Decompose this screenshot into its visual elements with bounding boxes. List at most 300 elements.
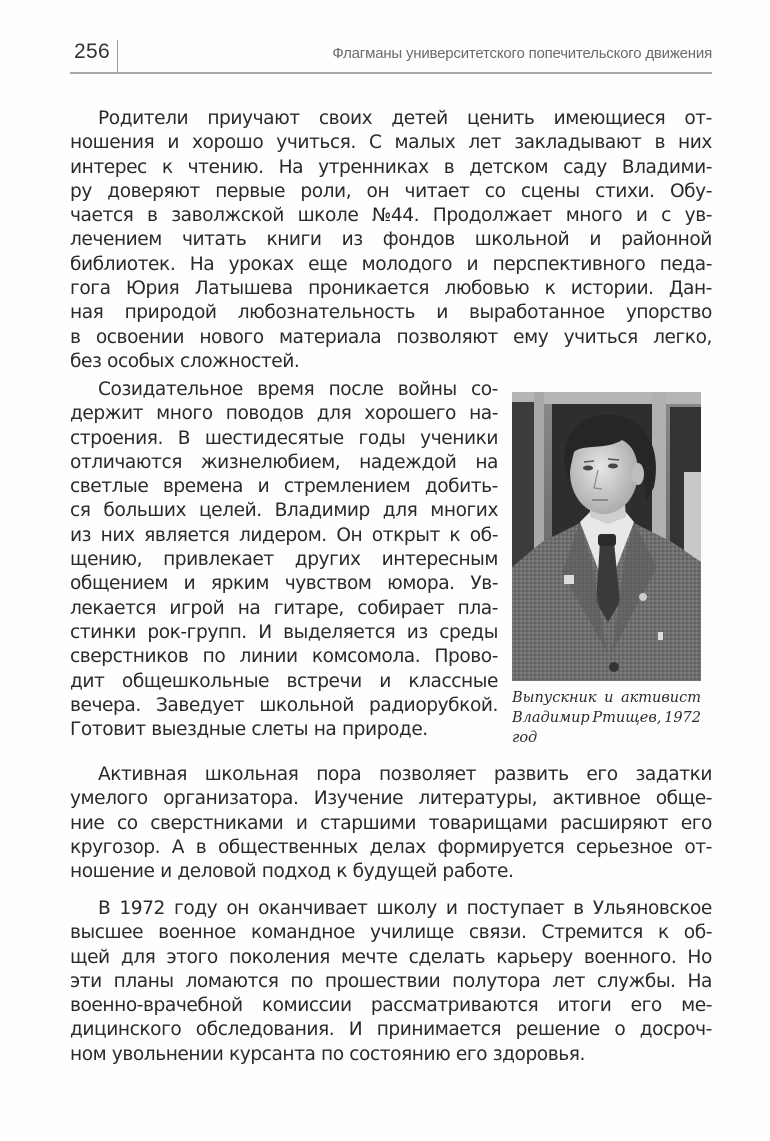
word: стремлением bbox=[283, 476, 411, 498]
word: читает bbox=[404, 180, 470, 202]
word: проникается bbox=[308, 278, 430, 300]
word: юмора. bbox=[387, 573, 455, 595]
word: На bbox=[278, 156, 304, 178]
word: чувством bbox=[284, 573, 372, 595]
word: имеющиеся bbox=[553, 108, 666, 129]
word: освоении bbox=[95, 326, 184, 348]
word: на bbox=[475, 451, 498, 473]
word: в bbox=[573, 898, 584, 919]
word: много bbox=[565, 205, 623, 227]
word: в bbox=[443, 156, 455, 178]
word: привлекает bbox=[163, 549, 274, 571]
word: природой bbox=[124, 302, 217, 324]
word: из bbox=[341, 229, 363, 251]
word: по bbox=[321, 1043, 344, 1065]
word: высшее bbox=[70, 922, 144, 944]
word: 1972 bbox=[119, 898, 165, 919]
word: Юрия bbox=[125, 278, 180, 300]
word: Ульяновское bbox=[592, 898, 712, 919]
word: активное bbox=[552, 788, 641, 810]
word: целей. bbox=[198, 500, 262, 522]
word: училище bbox=[369, 922, 454, 944]
word: умелого bbox=[70, 788, 148, 810]
word: 1972 bbox=[664, 710, 701, 726]
word: малых bbox=[394, 132, 456, 154]
word: без bbox=[70, 350, 102, 372]
word: На bbox=[687, 970, 712, 992]
word: роли, bbox=[300, 180, 352, 202]
word: добить- bbox=[424, 476, 498, 498]
text-line bbox=[70, 763, 712, 787]
word: лечением bbox=[70, 229, 162, 251]
text-line bbox=[70, 970, 712, 994]
word: карьеру bbox=[496, 946, 573, 968]
word: и bbox=[257, 476, 270, 498]
word: ув- bbox=[684, 205, 712, 227]
word: ся bbox=[70, 500, 91, 522]
text-line bbox=[70, 253, 712, 277]
running-title: Флагманы университетского попечительского движения bbox=[332, 45, 712, 62]
word: ломаются bbox=[185, 970, 279, 992]
word: службы. bbox=[596, 970, 676, 992]
text-line bbox=[70, 645, 498, 669]
word: библиотек. bbox=[70, 253, 176, 275]
word: в bbox=[147, 205, 158, 227]
word: лекается bbox=[70, 597, 157, 619]
word: году bbox=[174, 898, 218, 919]
word: для bbox=[316, 403, 352, 425]
header-rule bbox=[70, 72, 712, 74]
word: расширяют bbox=[560, 812, 669, 834]
word: эти bbox=[70, 970, 102, 992]
word: держит bbox=[70, 403, 144, 425]
word: них bbox=[678, 132, 712, 154]
text-line bbox=[70, 131, 712, 155]
word: первые bbox=[215, 180, 285, 202]
word: позволяют bbox=[396, 326, 498, 348]
word: материала bbox=[278, 326, 382, 348]
word: школьной bbox=[259, 694, 354, 716]
word: для bbox=[382, 500, 418, 522]
word: связи. bbox=[468, 922, 527, 944]
word: военно-врачебной bbox=[70, 995, 243, 1017]
word: о bbox=[614, 1019, 626, 1041]
word: общешкольные bbox=[121, 670, 270, 692]
word: А bbox=[171, 836, 185, 858]
word: войны bbox=[397, 379, 457, 400]
paragraph-4 bbox=[70, 897, 712, 1067]
word: педа- bbox=[659, 253, 712, 275]
word: ние bbox=[70, 812, 105, 834]
word: к bbox=[544, 278, 556, 300]
photo-caption bbox=[512, 688, 701, 748]
word: в bbox=[195, 836, 207, 858]
word: со- bbox=[470, 379, 498, 400]
word: чается bbox=[70, 205, 134, 227]
text-line bbox=[70, 107, 712, 131]
word: вечера. bbox=[70, 694, 141, 716]
word: со bbox=[484, 180, 506, 202]
word: задатки bbox=[635, 764, 712, 785]
word: Владимир bbox=[274, 500, 370, 522]
word: и bbox=[466, 253, 479, 275]
word: в bbox=[70, 326, 81, 348]
word: ему bbox=[513, 326, 549, 348]
word: планы bbox=[113, 970, 174, 992]
portrait-photo bbox=[512, 392, 701, 681]
word: решение bbox=[515, 1019, 600, 1041]
word: дицинского bbox=[70, 1019, 182, 1041]
word: ме- bbox=[681, 995, 712, 1017]
text-line bbox=[70, 860, 712, 884]
word: ном bbox=[70, 1043, 107, 1065]
word: досроч- bbox=[639, 1019, 712, 1041]
word: Ртищев, bbox=[592, 710, 662, 726]
word: от- bbox=[684, 836, 712, 858]
word: И bbox=[258, 621, 272, 643]
text-line bbox=[70, 670, 498, 694]
word: детском bbox=[469, 156, 549, 178]
word: делах bbox=[369, 836, 426, 858]
text-line bbox=[70, 1018, 712, 1042]
word: увольнении bbox=[111, 1043, 224, 1065]
word: школе bbox=[297, 205, 359, 227]
word: ная bbox=[70, 302, 104, 324]
word: деловой bbox=[177, 861, 257, 883]
word: пла- bbox=[457, 597, 498, 619]
text-line bbox=[70, 994, 712, 1018]
word: сложностей. bbox=[180, 350, 300, 372]
word: любовью bbox=[444, 278, 530, 300]
text-line bbox=[70, 427, 498, 451]
text-line bbox=[70, 180, 712, 204]
word: жизнелюбием, bbox=[200, 451, 341, 473]
word: Владими- bbox=[621, 156, 712, 178]
word: уроках bbox=[228, 253, 294, 275]
word: лет bbox=[552, 970, 586, 992]
word: любознательность bbox=[237, 302, 415, 324]
word: сверстниками bbox=[150, 812, 284, 834]
word: ценить bbox=[466, 108, 535, 129]
text-line bbox=[70, 524, 498, 548]
word: формируется bbox=[437, 836, 565, 858]
word: интерес bbox=[70, 156, 147, 178]
word: чтению. bbox=[187, 156, 264, 178]
text-line bbox=[70, 499, 498, 523]
word: курсанта bbox=[228, 1043, 316, 1065]
word: ру bbox=[70, 180, 92, 202]
word: ношения bbox=[70, 132, 155, 154]
word: сделать bbox=[408, 946, 486, 968]
word: Заведует bbox=[155, 694, 245, 716]
word: из bbox=[70, 524, 92, 546]
word: гога bbox=[70, 278, 111, 300]
text-line bbox=[70, 301, 712, 325]
word: лет bbox=[468, 132, 502, 154]
word: рассматриваются bbox=[370, 995, 539, 1017]
word: природе. bbox=[341, 719, 428, 741]
word: классные bbox=[408, 670, 498, 692]
word: истории. bbox=[570, 278, 654, 300]
word: учиться. bbox=[276, 132, 356, 154]
word: отличаются bbox=[70, 451, 182, 473]
text-line bbox=[70, 326, 712, 350]
word: после bbox=[328, 379, 384, 400]
word: С bbox=[368, 132, 382, 154]
word: от- bbox=[684, 108, 712, 129]
word: по bbox=[202, 646, 226, 668]
word: рок-групп. bbox=[147, 621, 247, 643]
word: годы bbox=[358, 427, 406, 449]
word: приучают bbox=[207, 108, 300, 129]
word: состоянию bbox=[349, 1043, 451, 1065]
word: и bbox=[604, 690, 614, 706]
word: он bbox=[366, 180, 390, 202]
word: на bbox=[237, 597, 261, 619]
word: комиссии bbox=[261, 995, 352, 1017]
text-line bbox=[70, 475, 498, 499]
word: мечте bbox=[340, 946, 398, 968]
word: щению, bbox=[70, 549, 143, 571]
word: обследования. bbox=[195, 1019, 335, 1041]
word: еще bbox=[308, 253, 348, 275]
text-line bbox=[70, 228, 712, 252]
word: молодого bbox=[361, 253, 453, 275]
word: линии bbox=[239, 646, 298, 668]
word: Созидательное bbox=[98, 379, 243, 400]
word: к bbox=[161, 156, 173, 178]
text-line bbox=[70, 204, 712, 228]
word: военное bbox=[158, 922, 236, 944]
word: радиорубкой. bbox=[368, 694, 498, 716]
word: выделяется bbox=[283, 621, 396, 643]
word: строения. bbox=[70, 427, 163, 449]
word: школьная bbox=[204, 764, 299, 785]
word: является bbox=[144, 524, 230, 546]
word: для bbox=[120, 946, 156, 968]
word: и bbox=[635, 205, 648, 227]
word: районной bbox=[621, 229, 712, 251]
text-line bbox=[70, 1043, 712, 1067]
word: щей bbox=[70, 946, 110, 968]
word: Дан- bbox=[668, 278, 712, 300]
word: в bbox=[654, 132, 665, 154]
word: Выпускник bbox=[512, 690, 597, 706]
word: детей bbox=[391, 108, 448, 129]
word: Родители bbox=[98, 108, 189, 129]
caption-line bbox=[512, 708, 701, 728]
word: стинки bbox=[70, 621, 136, 643]
word: прошествии bbox=[324, 970, 441, 992]
word: подход bbox=[261, 861, 331, 883]
text-line bbox=[70, 621, 498, 645]
word: школьной bbox=[474, 229, 570, 251]
word: обще- bbox=[655, 788, 712, 810]
word: стихи. bbox=[595, 180, 655, 202]
word: об- bbox=[469, 524, 498, 546]
word: старшими bbox=[320, 812, 416, 834]
word: Изучение bbox=[313, 788, 404, 810]
word: к bbox=[336, 861, 348, 883]
word: военного. bbox=[583, 946, 677, 968]
word: товарищами bbox=[428, 812, 548, 834]
word: фондов bbox=[382, 229, 455, 251]
text-line bbox=[70, 812, 712, 836]
word: хорошо bbox=[192, 132, 264, 154]
word: год bbox=[512, 730, 538, 746]
word: полутора bbox=[452, 970, 541, 992]
text-line bbox=[70, 572, 498, 596]
word: будущей bbox=[352, 861, 437, 883]
word: ношение bbox=[70, 861, 155, 883]
word: Латышева bbox=[194, 278, 293, 300]
page-number: 256 bbox=[74, 40, 110, 63]
word: поступает bbox=[466, 898, 564, 919]
header-divider bbox=[117, 40, 118, 72]
word: школу bbox=[376, 898, 437, 919]
word: и bbox=[379, 670, 391, 692]
word: времена bbox=[162, 476, 243, 498]
text-line bbox=[70, 378, 498, 402]
word: легко, bbox=[653, 326, 712, 348]
word: выездные bbox=[151, 719, 246, 741]
word: среды bbox=[439, 621, 498, 643]
word: общественных bbox=[217, 836, 358, 858]
word: по bbox=[290, 970, 313, 992]
word: и bbox=[167, 132, 179, 154]
word: Обу- bbox=[669, 180, 712, 202]
word: со bbox=[116, 812, 138, 834]
text-line bbox=[70, 836, 712, 860]
word: и bbox=[160, 861, 172, 883]
word: ученики bbox=[420, 427, 498, 449]
word: сцены bbox=[520, 180, 580, 202]
word: и bbox=[295, 812, 308, 834]
text-line bbox=[70, 897, 712, 921]
word: Активная bbox=[98, 764, 187, 785]
word: И bbox=[348, 1019, 363, 1041]
word: хорошего bbox=[364, 403, 456, 425]
text-line bbox=[70, 787, 712, 811]
word: игрой bbox=[169, 597, 225, 619]
portrait-image bbox=[512, 392, 701, 681]
word: его bbox=[630, 995, 662, 1017]
word: нового bbox=[199, 326, 264, 348]
text-line bbox=[70, 597, 498, 621]
word: Стремится bbox=[541, 922, 643, 944]
word: В bbox=[98, 898, 111, 919]
word: литературы, bbox=[418, 788, 538, 810]
word: сверстников bbox=[70, 646, 189, 668]
word: На bbox=[189, 253, 215, 275]
word: этого bbox=[166, 946, 218, 968]
word: дит bbox=[70, 670, 105, 692]
text-line bbox=[70, 156, 712, 180]
word: слеты bbox=[251, 719, 309, 741]
word: его bbox=[680, 812, 712, 834]
word: других bbox=[294, 549, 361, 571]
paragraph-2 bbox=[70, 378, 498, 742]
word: саду bbox=[563, 156, 607, 178]
word: активист bbox=[620, 690, 701, 706]
word: работе. bbox=[442, 861, 514, 883]
word: поколения bbox=[229, 946, 330, 968]
word: Владимир bbox=[512, 710, 590, 726]
word: об- bbox=[683, 922, 712, 944]
word: пора bbox=[316, 764, 362, 785]
word: надеждой bbox=[359, 451, 457, 473]
word: его bbox=[455, 1043, 488, 1065]
word: Продолжает bbox=[432, 205, 552, 227]
word: встречи bbox=[286, 670, 362, 692]
word: и bbox=[589, 229, 602, 251]
word: принимается bbox=[376, 1019, 502, 1041]
word: он bbox=[226, 898, 249, 919]
word: выработанное bbox=[469, 302, 605, 324]
text-line bbox=[70, 350, 712, 374]
word: много bbox=[156, 403, 213, 425]
word: на- bbox=[469, 403, 498, 425]
word: упорство bbox=[625, 302, 712, 324]
word: общением bbox=[70, 573, 168, 595]
word: собирает bbox=[357, 597, 445, 619]
word: своих bbox=[318, 108, 373, 129]
word: развить bbox=[493, 764, 569, 785]
text-line bbox=[70, 694, 498, 718]
text-line bbox=[70, 718, 498, 742]
word: них bbox=[100, 524, 135, 546]
word: организатора. bbox=[163, 788, 299, 810]
word: командное bbox=[250, 922, 355, 944]
caption-line bbox=[512, 728, 701, 748]
text-line bbox=[70, 548, 498, 572]
word: Ув- bbox=[470, 573, 498, 595]
word: комсомола. bbox=[311, 646, 421, 668]
word: здоровья. bbox=[492, 1043, 585, 1065]
word: позволяет bbox=[378, 764, 476, 785]
text-line bbox=[70, 277, 712, 301]
word: и bbox=[183, 573, 196, 595]
word: с bbox=[661, 205, 671, 227]
word: больших bbox=[103, 500, 187, 522]
word: многих bbox=[430, 500, 498, 522]
text-line bbox=[70, 921, 712, 945]
word: его bbox=[586, 764, 618, 785]
word: перспективного bbox=[492, 253, 646, 275]
word: кругозор. bbox=[70, 836, 161, 858]
word: к bbox=[657, 922, 669, 944]
word: время bbox=[257, 379, 315, 400]
word: Он bbox=[336, 524, 363, 546]
word: и bbox=[445, 898, 458, 919]
word: ярким bbox=[210, 573, 270, 595]
text-line bbox=[70, 402, 498, 426]
word: и bbox=[436, 302, 448, 324]
word: заволжской bbox=[171, 205, 284, 227]
paragraph-1 bbox=[70, 107, 712, 374]
word: серьезное bbox=[575, 836, 673, 858]
word: особых bbox=[107, 350, 175, 372]
word: доверяют bbox=[107, 180, 200, 202]
word: читать bbox=[181, 229, 247, 251]
word: светлые bbox=[70, 476, 149, 498]
word: открыт bbox=[371, 524, 440, 546]
word: поводов bbox=[225, 403, 304, 425]
word: лидером. bbox=[238, 524, 327, 546]
word: Прово- bbox=[434, 646, 498, 668]
word: оканчивает bbox=[258, 898, 368, 919]
word: закладывают bbox=[514, 132, 642, 154]
